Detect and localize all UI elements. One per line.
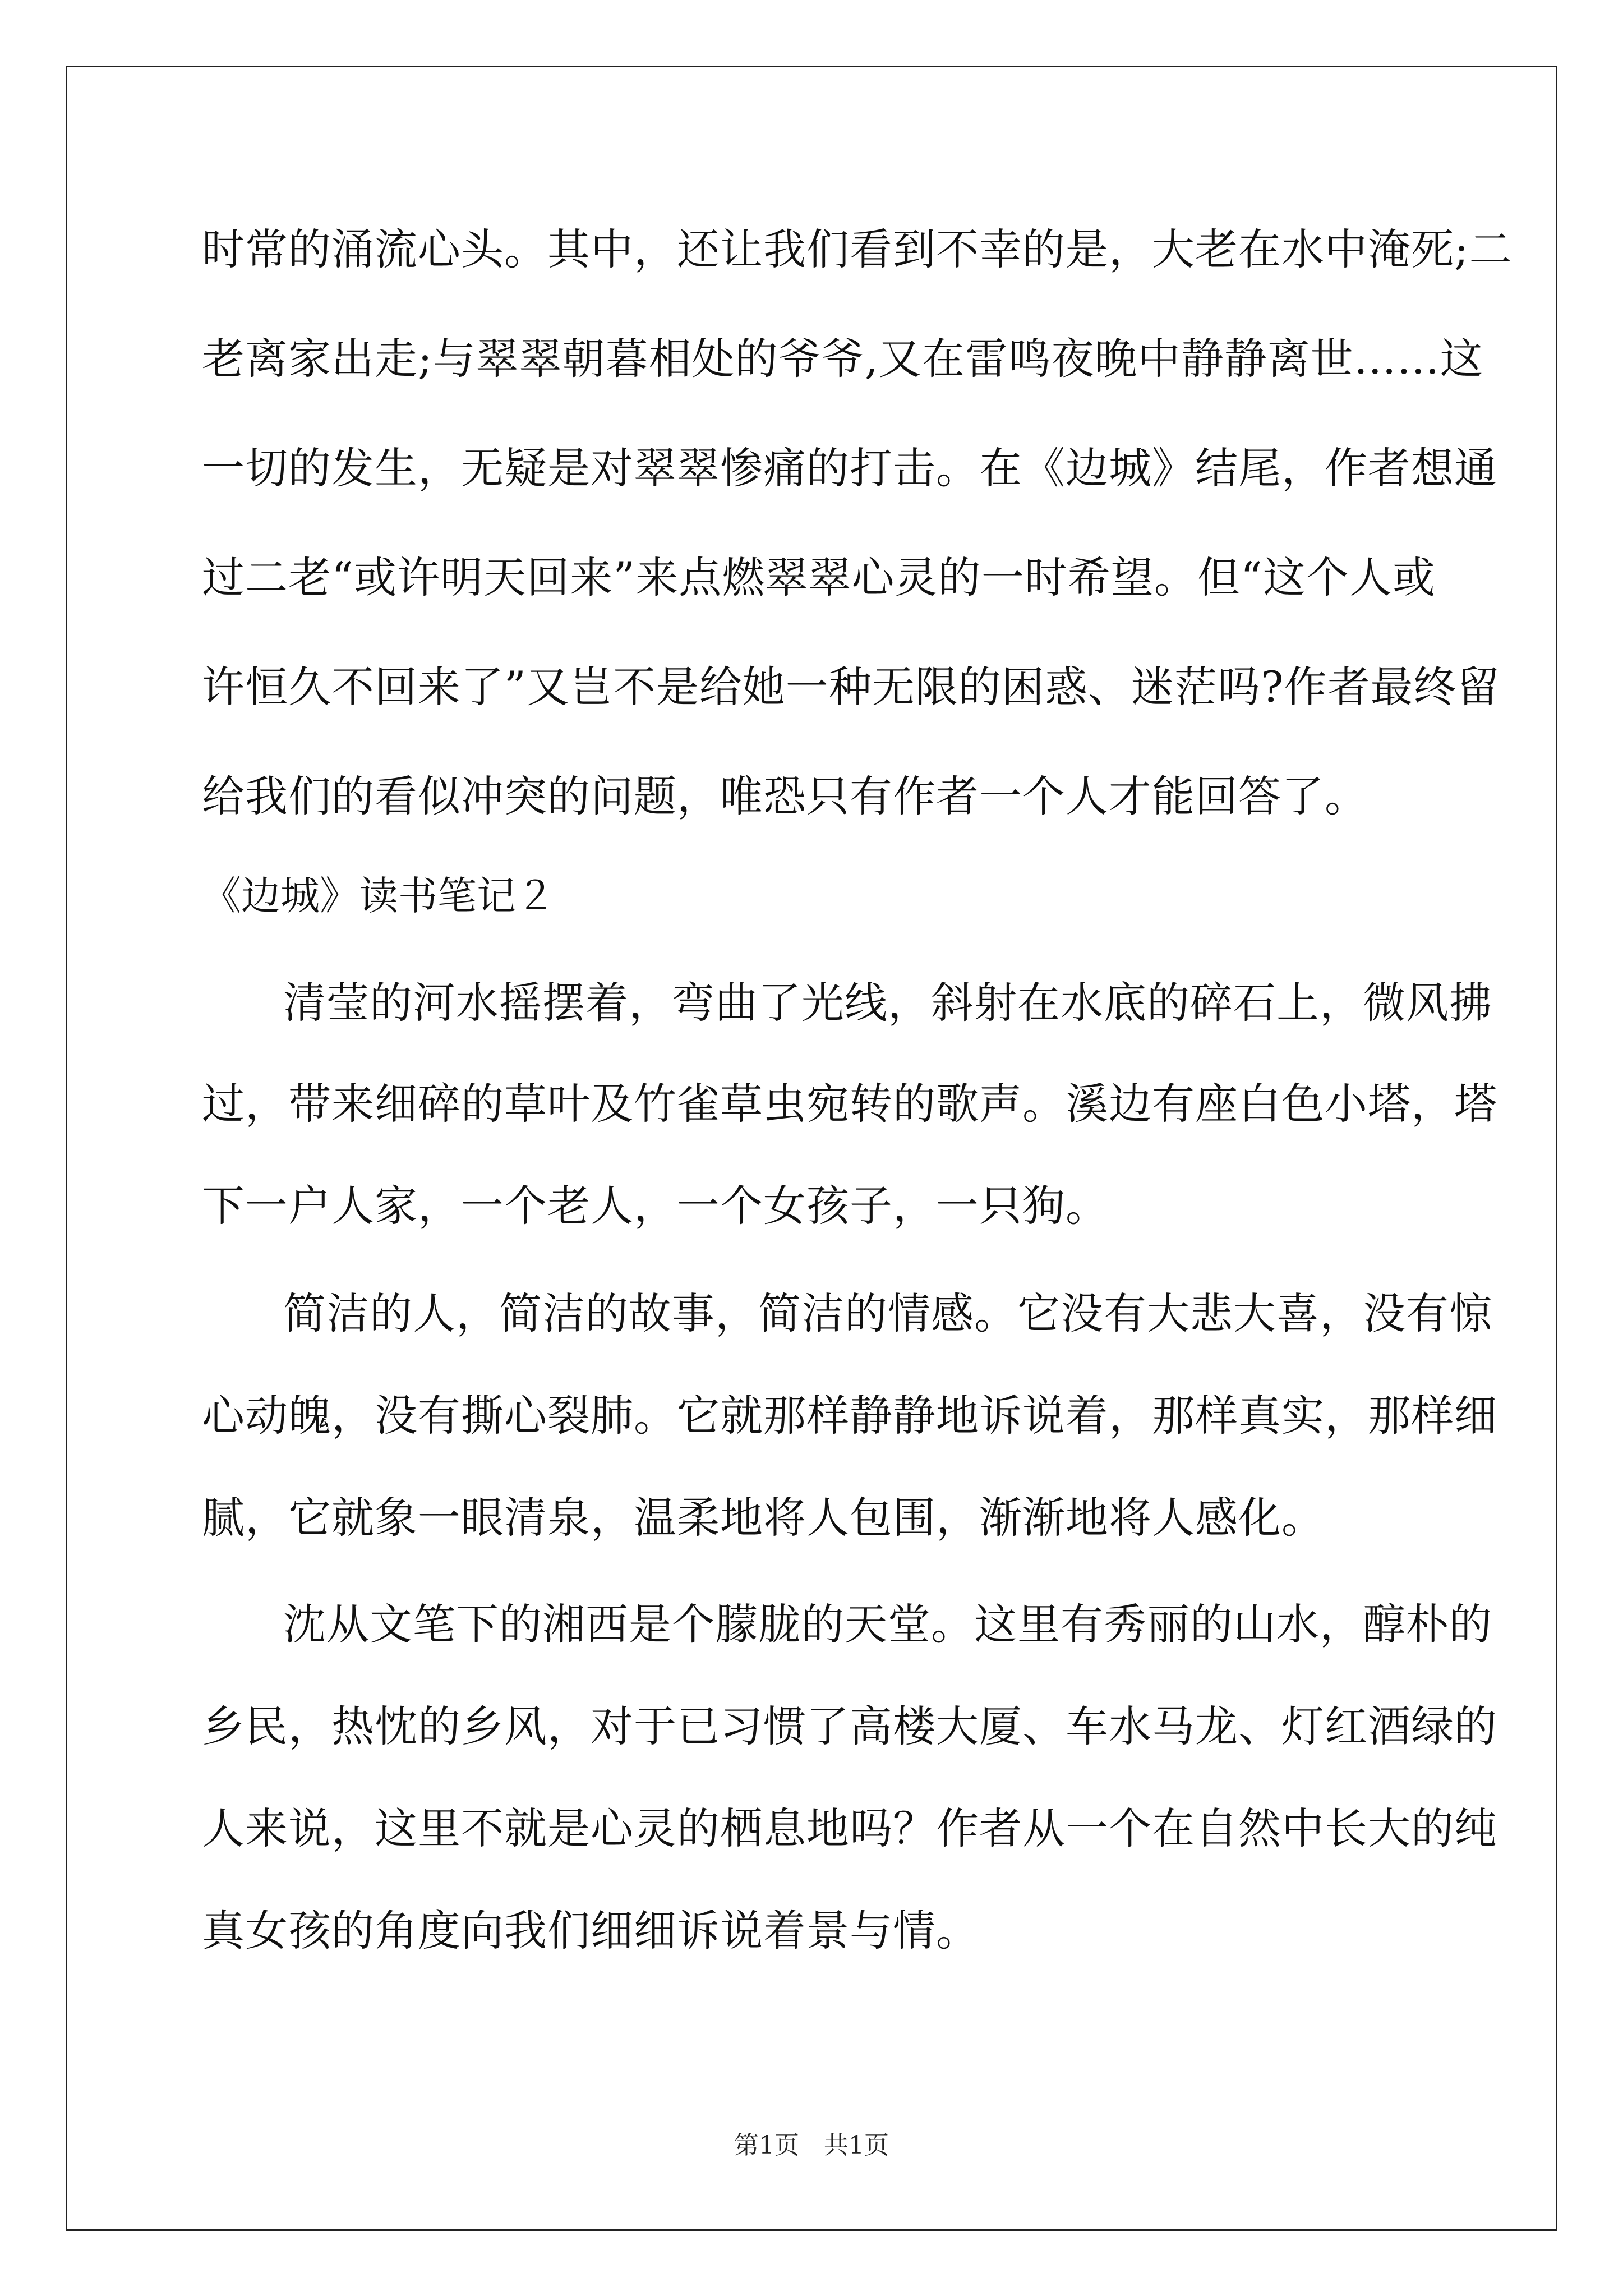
paragraph-line: 沈从文笔下的湘西是个朦胧的天堂。这里有秀丽的山水，醇朴的: [283, 1599, 1492, 1649]
text-line: 老离家出走;与翠翠朝暮相处的爷爷,又在雷鸣夜晚中静静离世……这: [202, 334, 1483, 384]
paragraph-line: 下一户人家，一个老人，一个女孩子，一只狗。: [202, 1181, 1109, 1231]
paragraph-line: 真女孩的角度向我们细细诉说着景与情。: [202, 1906, 979, 1955]
paragraph-line: 过，带来细碎的草叶及竹雀草虫宛转的歌声。溪边有座白色小塔，塔: [202, 1079, 1497, 1129]
paragraph-line: 人来说，这里不就是心灵的栖息地吗？作者从一个在自然中长大的纯: [202, 1803, 1497, 1853]
text-line: 给我们的看似冲突的问题，唯恐只有作者一个人才能回答了。: [202, 771, 1368, 821]
text-line: 许恒久不回来了”又岂不是给她一种无限的困惑、迷茫吗?作者最终留: [202, 662, 1500, 712]
section-heading: 《边城》读书笔记２: [202, 873, 555, 919]
text-line: 过二老“或许明天回来”来点燃翠翠心灵的一时希望。但“这个人或: [202, 553, 1436, 602]
paragraph-line: 乡民，热忱的乡风，对于已习惯了高楼大厦、车水马龙、灯红酒绿的: [202, 1701, 1497, 1751]
text-line: 一切的发生，无疑是对翠翠惨痛的打击。在《边城》结尾，作者想通: [202, 443, 1497, 493]
paragraph-line: 清莹的河水摇摆着，弯曲了光线，斜射在水底的碎石上，微风拂: [283, 978, 1492, 1028]
paragraph-line: 腻，它就象一眼清泉，温柔地将人包围，渐渐地将人感化。: [202, 1493, 1325, 1543]
text-line: 时常的涌流心头。其中，还让我们看到不幸的是，大老在水中淹死;二: [202, 224, 1513, 274]
paragraph-line: 心动魄，没有撕心裂肺。它就那样静静地诉说着，那样真实，那样细: [202, 1391, 1497, 1441]
page-footer: 第1页 共1页: [734, 2131, 889, 2160]
paragraph-line: 简洁的人，简洁的故事，简洁的情感。它没有大悲大喜，没有惊: [283, 1289, 1492, 1338]
